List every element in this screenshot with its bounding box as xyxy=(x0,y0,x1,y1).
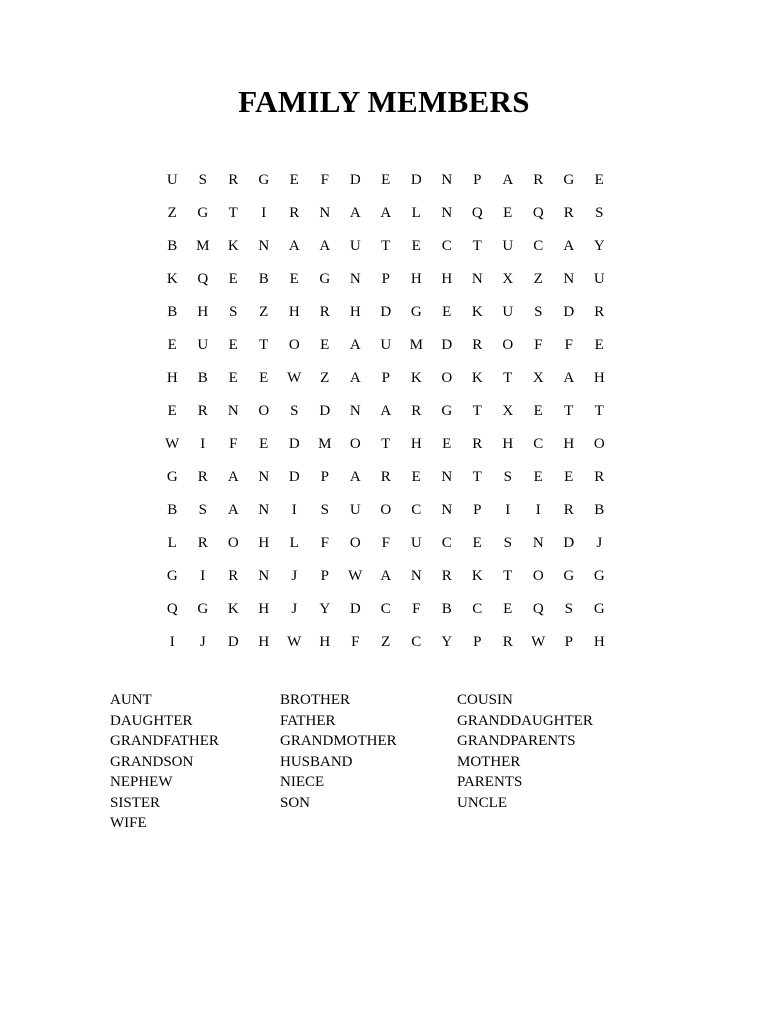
grid-letter: B xyxy=(197,370,208,386)
grid-letter: Q xyxy=(471,205,483,221)
grid-letter: T xyxy=(503,370,513,386)
grid-letter: E xyxy=(289,271,299,287)
word-list-item: WIFE xyxy=(110,815,147,831)
grid-letter: P xyxy=(473,634,482,650)
grid-letter: U xyxy=(380,337,392,353)
grid-letter: U xyxy=(349,238,361,254)
grid-letter: E xyxy=(503,601,513,617)
grid-letter: E xyxy=(228,337,238,353)
grid-letter: D xyxy=(380,304,392,320)
grid-letter: Z xyxy=(320,370,330,386)
grid-letter: E xyxy=(259,436,269,452)
grid-letter: C xyxy=(472,601,483,617)
grid-letter: P xyxy=(564,634,573,650)
grid-letter: J xyxy=(199,634,206,650)
grid-letter: Y xyxy=(319,601,331,617)
grid-letter: T xyxy=(594,403,604,419)
grid-letter: R xyxy=(502,634,513,650)
grid-letter: N xyxy=(441,205,453,221)
grid-letter: E xyxy=(594,172,604,188)
grid-letter: S xyxy=(320,502,329,518)
grid-letter: S xyxy=(564,601,573,617)
word-list-item: MOTHER xyxy=(457,753,521,770)
grid-letter: S xyxy=(595,205,604,221)
grid-letter: S xyxy=(290,403,299,419)
grid-letter: P xyxy=(381,370,390,386)
letter-grid xyxy=(157,164,615,659)
grid-letter: J xyxy=(291,601,298,617)
grid-letter: N xyxy=(227,403,239,419)
grid-letter: G xyxy=(441,403,453,419)
grid-letter: R xyxy=(472,436,483,452)
grid-letter: D xyxy=(288,436,300,452)
grid-letter: F xyxy=(412,601,421,617)
grid-letter: E xyxy=(167,337,177,353)
grid-letter: R xyxy=(594,304,605,320)
word-list-item: GRANDPARENTS xyxy=(457,733,576,749)
grid-letter: W xyxy=(287,370,302,386)
grid-letter: F xyxy=(320,535,329,551)
grid-letter: E xyxy=(228,370,238,386)
grid-letter: M xyxy=(196,238,210,254)
grid-letter: U xyxy=(502,304,514,320)
grid-letter: T xyxy=(259,337,269,353)
grid-letter: N xyxy=(349,403,361,419)
grid-letter: H xyxy=(258,535,270,551)
grid-letter: E xyxy=(228,271,238,287)
grid-letter: P xyxy=(320,568,329,584)
grid-letter: G xyxy=(197,601,209,617)
grid-letter: N xyxy=(319,205,331,221)
grid-letter: I xyxy=(169,634,175,650)
grid-letter: W xyxy=(531,634,546,650)
grid-letter: X xyxy=(502,403,514,419)
grid-letter: Q xyxy=(532,601,544,617)
word-list-item: SON xyxy=(280,794,311,811)
grid-letter: F xyxy=(564,337,573,353)
grid-letter: A xyxy=(349,469,361,485)
grid-letter: D xyxy=(563,535,575,551)
grid-letter: O xyxy=(593,436,605,452)
grid-letter: G xyxy=(410,304,422,320)
grid-letter: H xyxy=(593,370,605,386)
grid-letter: F xyxy=(320,172,329,188)
grid-letter: S xyxy=(503,469,512,485)
word-list-item: BROTHER xyxy=(280,692,351,708)
grid-letter: E xyxy=(442,436,452,452)
grid-letter: E xyxy=(533,403,543,419)
grid-letter: R xyxy=(197,403,208,419)
grid-letter: W xyxy=(348,568,363,584)
grid-letter: Z xyxy=(259,304,269,320)
word-list-item: GRANDFATHER xyxy=(110,733,219,749)
grid-letter: H xyxy=(258,601,270,617)
grid-letter: I xyxy=(200,568,206,584)
grid-letter: N xyxy=(441,469,453,485)
grid-letter: E xyxy=(594,337,604,353)
grid-letter: C xyxy=(533,436,544,452)
grid-letter: H xyxy=(593,634,605,650)
grid-letter: R xyxy=(380,469,391,485)
grid-letter: A xyxy=(380,568,392,584)
grid-letter: E xyxy=(259,370,269,386)
word-list-item: SISTER xyxy=(110,794,161,811)
grid-letter: R xyxy=(594,469,605,485)
grid-letter: N xyxy=(441,502,453,518)
grid-letter: S xyxy=(229,304,238,320)
word-list-item: NIECE xyxy=(280,774,325,790)
grid-letter: B xyxy=(258,271,269,287)
grid-letter: I xyxy=(505,502,511,518)
grid-letter: C xyxy=(380,601,391,617)
grid-letter: X xyxy=(502,271,514,287)
grid-letter: O xyxy=(288,337,300,353)
word-list-item: DAUGHTER xyxy=(110,712,193,729)
grid-letter: A xyxy=(563,370,575,386)
grid-letter: G xyxy=(166,568,178,584)
grid-letter: G xyxy=(197,205,209,221)
grid-letter: E xyxy=(381,172,391,188)
grid-letter: G xyxy=(319,271,331,287)
grid-letter: Y xyxy=(441,634,453,650)
grid-letter: O xyxy=(349,436,361,452)
grid-letter: G xyxy=(563,172,575,188)
grid-letter: H xyxy=(502,436,514,452)
grid-letter: O xyxy=(532,568,544,584)
grid-letter: D xyxy=(227,634,239,650)
grid-letter: O xyxy=(380,502,392,518)
grid-letter: A xyxy=(349,205,361,221)
grid-letter: A xyxy=(319,238,331,254)
grid-letter: T xyxy=(472,403,482,419)
grid-letter: N xyxy=(563,271,575,287)
grid-letter: R xyxy=(563,205,574,221)
grid-letter: W xyxy=(165,436,180,452)
grid-letter: O xyxy=(441,370,453,386)
grid-letter: R xyxy=(319,304,330,320)
word-list-item: NEPHEW xyxy=(110,774,173,790)
grid-letter: G xyxy=(593,568,605,584)
grid-letter: A xyxy=(227,502,239,518)
grid-letter: D xyxy=(563,304,575,320)
grid-letter: C xyxy=(411,502,422,518)
grid-letter: R xyxy=(533,172,544,188)
word-list-item: FATHER xyxy=(280,712,336,729)
word-list xyxy=(110,690,637,834)
grid-letter: F xyxy=(534,337,543,353)
grid-letter: E xyxy=(442,304,452,320)
grid-letter: G xyxy=(258,172,270,188)
grid-letter: I xyxy=(291,502,297,518)
grid-letter: U xyxy=(349,502,361,518)
grid-letter: H xyxy=(441,271,453,287)
grid-letter: H xyxy=(197,304,209,320)
grid-letter: L xyxy=(289,535,299,551)
word-list-item: PARENTS xyxy=(457,774,523,790)
grid-letter: P xyxy=(473,502,482,518)
grid-letter: X xyxy=(532,370,544,386)
grid-letter: B xyxy=(441,601,452,617)
grid-letter: U xyxy=(197,337,209,353)
grid-letter: B xyxy=(167,502,178,518)
grid-letter: O xyxy=(502,337,514,353)
grid-letter: M xyxy=(409,337,423,353)
grid-letter: U xyxy=(502,238,514,254)
grid-letter: Z xyxy=(381,634,391,650)
grid-letter: A xyxy=(563,238,575,254)
grid-letter: N xyxy=(258,502,270,518)
grid-letter: T xyxy=(503,568,513,584)
grid-letter: T xyxy=(381,238,391,254)
grid-letter: R xyxy=(411,403,422,419)
grid-letter: K xyxy=(471,304,483,320)
grid-letter: H xyxy=(166,370,178,386)
grid-letter: K xyxy=(471,370,483,386)
grid-letter: P xyxy=(381,271,390,287)
grid-letter: K xyxy=(166,271,178,287)
grid-letter: N xyxy=(532,535,544,551)
grid-letter: E xyxy=(411,469,421,485)
grid-letter: D xyxy=(410,172,422,188)
word-list-item: GRANDMOTHER xyxy=(280,733,397,749)
grid-letter: R xyxy=(197,535,208,551)
grid-letter: N xyxy=(258,568,270,584)
grid-letter: P xyxy=(473,172,482,188)
grid-letter: S xyxy=(503,535,512,551)
grid-letter: D xyxy=(288,469,300,485)
grid-letter: Z xyxy=(167,205,177,221)
page-title: FAMILY MEMBERS xyxy=(238,84,530,119)
word-list-item: UNCLE xyxy=(457,794,507,811)
grid-letter: Q xyxy=(197,271,209,287)
grid-letter: S xyxy=(534,304,543,320)
grid-letter: E xyxy=(320,337,330,353)
grid-letter: C xyxy=(441,535,452,551)
grid-letter: F xyxy=(229,436,238,452)
grid-letter: O xyxy=(227,535,239,551)
grid-letter: O xyxy=(349,535,361,551)
grid-letter: H xyxy=(410,271,422,287)
grid-letter: N xyxy=(258,469,270,485)
grid-letter: S xyxy=(198,502,207,518)
grid-letter: K xyxy=(410,370,422,386)
grid-letter: C xyxy=(533,238,544,254)
grid-letter: H xyxy=(319,634,331,650)
grid-letter: Z xyxy=(533,271,543,287)
grid-letter: I xyxy=(200,436,206,452)
word-list-item: COUSIN xyxy=(457,692,513,708)
grid-letter: R xyxy=(472,337,483,353)
grid-letter: U xyxy=(410,535,422,551)
grid-letter: N xyxy=(410,568,422,584)
grid-letter: R xyxy=(197,469,208,485)
grid-letter: A xyxy=(349,337,361,353)
grid-letter: R xyxy=(289,205,300,221)
grid-letter: I xyxy=(261,205,267,221)
grid-letter: A xyxy=(380,205,392,221)
grid-letter: D xyxy=(349,601,361,617)
grid-letter: G xyxy=(166,469,178,485)
grid-letter: Q xyxy=(166,601,178,617)
grid-letter: I xyxy=(535,502,541,518)
grid-letter: B xyxy=(167,304,178,320)
word-list-item: GRANDSON xyxy=(110,753,194,770)
grid-letter: D xyxy=(349,172,361,188)
grid-letter: T xyxy=(381,436,391,452)
grid-letter: E xyxy=(411,238,421,254)
word-list-item: AUNT xyxy=(110,692,152,708)
grid-letter: H xyxy=(288,304,300,320)
grid-letter: R xyxy=(228,172,239,188)
grid-letter: E xyxy=(289,172,299,188)
grid-letter: E xyxy=(564,469,574,485)
grid-letter: H xyxy=(258,634,270,650)
grid-letter: E xyxy=(472,535,482,551)
grid-letter: T xyxy=(228,205,238,221)
grid-letter: B xyxy=(167,238,178,254)
grid-letter: C xyxy=(411,634,422,650)
grid-letter: D xyxy=(319,403,331,419)
grid-letter: J xyxy=(291,568,298,584)
word-list-item: HUSBAND xyxy=(280,753,353,770)
grid-letter: E xyxy=(167,403,177,419)
grid-letter: K xyxy=(471,568,483,584)
grid-letter: L xyxy=(411,205,421,221)
grid-letter: N xyxy=(258,238,270,254)
grid-letter: U xyxy=(593,271,605,287)
grid-letter: B xyxy=(594,502,605,518)
grid-letter: T xyxy=(564,403,574,419)
grid-letter: R xyxy=(441,568,452,584)
grid-letter: A xyxy=(380,403,392,419)
grid-letter: H xyxy=(563,436,575,452)
grid-letter: M xyxy=(318,436,332,452)
grid-letter: A xyxy=(288,238,300,254)
grid-letter: C xyxy=(441,238,452,254)
grid-letter: G xyxy=(593,601,605,617)
grid-letter: E xyxy=(503,205,513,221)
grid-letter: A xyxy=(349,370,361,386)
grid-letter: D xyxy=(441,337,453,353)
grid-letter: K xyxy=(227,601,239,617)
grid-letter: K xyxy=(227,238,239,254)
grid-letter: T xyxy=(472,469,482,485)
grid-letter: T xyxy=(472,238,482,254)
grid-letter: G xyxy=(563,568,575,584)
grid-letter: A xyxy=(227,469,239,485)
grid-letter: N xyxy=(441,172,453,188)
grid-letter: P xyxy=(320,469,329,485)
grid-letter: R xyxy=(563,502,574,518)
grid-letter: H xyxy=(349,304,361,320)
grid-letter: R xyxy=(228,568,239,584)
grid-letter: N xyxy=(349,271,361,287)
grid-letter: O xyxy=(258,403,270,419)
grid-letter: Q xyxy=(532,205,544,221)
grid-letter: N xyxy=(471,271,483,287)
grid-letter: J xyxy=(596,535,603,551)
grid-letter: F xyxy=(381,535,390,551)
grid-letter: L xyxy=(167,535,177,551)
grid-letter: S xyxy=(198,172,207,188)
grid-letter: U xyxy=(166,172,178,188)
word-list-item: GRANDDAUGHTER xyxy=(457,712,593,729)
grid-letter: E xyxy=(533,469,543,485)
grid-letter: Y xyxy=(593,238,605,254)
grid-letter: H xyxy=(410,436,422,452)
grid-letter: W xyxy=(287,634,302,650)
grid-letter: A xyxy=(502,172,514,188)
grid-letter: F xyxy=(351,634,360,650)
